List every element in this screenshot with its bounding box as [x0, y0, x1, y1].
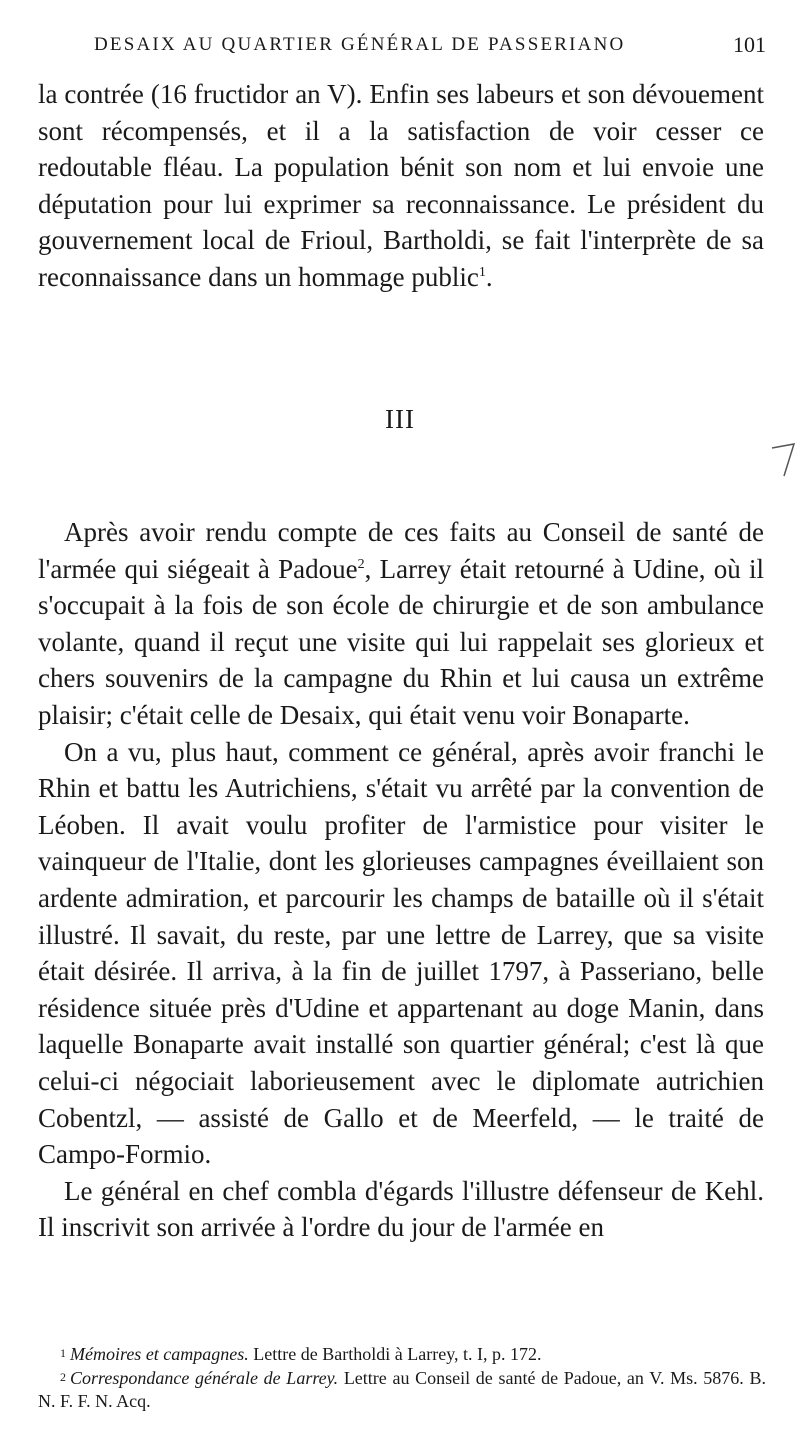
footnote-number: 1: [60, 1346, 66, 1360]
footnote-reference: 2: [357, 556, 365, 572]
running-title: DESAIX AU QUARTIER GÉNÉRAL DE PASSERIANO: [94, 34, 626, 55]
paragraph-end: .: [485, 261, 493, 292]
paragraph: Le général en chef combla d'égards l'illustre défenseur de Kehl. Il inscrivit son arrivée à l'ordre du jour de l'armée en: [38, 1175, 764, 1243]
footnote-number: 2: [60, 1370, 66, 1384]
footnotes: [38, 1342, 766, 1413]
section-heading: III: [385, 404, 415, 434]
paragraph-text: Après avoir rendu compte de ces faits au Conseil de santé de l'armée qui siégeait à Padoue: [38, 517, 764, 584]
paragraph: [38, 514, 764, 734]
footnote-reference: 1: [478, 264, 486, 280]
footnote-source-title: Correspondance générale de Larrey.: [70, 1368, 339, 1388]
running-header: [38, 30, 766, 62]
footnote: [38, 1342, 766, 1366]
footnote-text: Lettre de Bartholdi à Larrey, t. I, p. 172.: [248, 1344, 542, 1364]
paragraph-text: la contrée (16 fructidor an V). Enfin ses labeurs et son dévouement sont récompensés, et il a la satisfaction de voir cesser ce redoutable fléau. La population bénit son nom et lui envoie une députation pour lui exprimer sa reconnaissance. Le président du gouvernement local de Frioul, Bartholdi, se fait l'interprète de sa reconnaissance dans un hommage public: [38, 79, 764, 292]
footnote-text: Lettre au Conseil de santé de Padoue, an V. Ms. 5876. B. N. F. F. N. Acq.: [38, 1368, 766, 1411]
page-number: 101: [733, 32, 766, 57]
paragraph-continued: [38, 76, 764, 296]
main-text: [38, 514, 764, 1246]
footnote: [38, 1366, 766, 1413]
pencil-margin-mark: [770, 440, 798, 480]
footnote-source-title: Mémoires et campagnes.: [70, 1344, 249, 1364]
paragraph: On a vu, plus haut, comment ce général, après avoir franchi le Rhin et battu les Autrichiens, s'était vu arrêté par la convention de Léoben. Il avait voulu profiter de l'armistice pour visiter le vainqueur de l'Italie, dont les glorieuses campagnes éveillaient son ardente admiration, et parcourir les champs de bataille où il s'était illustré. Il savait, du reste, par une lettre de Larrey, que sa visite était désirée. Il arriva, à la fin de juillet 1797, à Passeriano, belle résidence située près d'Udine et appartenant au doge Manin, dans laquelle Bonaparte avait installé son quartier général; c'est là que celui-ci négociait laborieusement avec le diplomate autrichien Cobentzl, — assisté de Gallo et de Meerfeld, — le traité de Campo-Formio.: [38, 736, 764, 1170]
paragraph-text: , Larrey était retourné à Udine, où il s'occupait à la fois de son école de chirurgie et de son ambulance volante, quand il reçut une visite qui lui rappelait ses glorieux et chers souvenirs de la campagne du Rhin et lui causa un extrême plaisir; c'était celle de Desaix, qui était venu voir Bonaparte.: [38, 553, 764, 730]
